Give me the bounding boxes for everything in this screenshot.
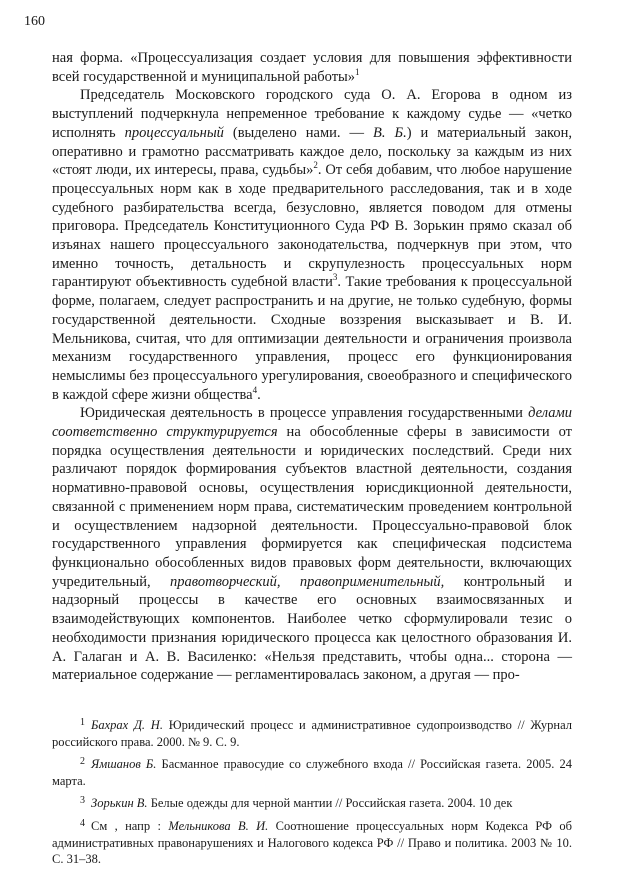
- text-run: . Такие требования к процессуальной форме, полагаем, следует распространить и на другие, не только судебную, формы государственной деятельности. Сходные воззрения высказывает и В. И. Мельникова, считая, что для оптимизации деятельности и ограничения произвола механизм государственного управления, процесс его функционирования немыслимы без процессуального урегулирования, своеобразного и специфического в каждой сфере жизни общества: [52, 274, 572, 403]
- footnote-ref: 3: [332, 272, 338, 283]
- text-run: делами соответственно структурируется: [52, 405, 572, 441]
- footnotes: [52, 715, 572, 872]
- text-run: процессуальный: [124, 124, 224, 141]
- page-number: 160: [24, 14, 45, 29]
- footnote-ref: 1: [355, 66, 360, 77]
- footnote: [52, 816, 572, 868]
- footnote-text: Басманное правосудие со служебного входа // Российская газета. 2005. 24 марта.: [52, 757, 572, 788]
- footnote-number: 1: [80, 717, 85, 728]
- paragraph: [52, 49, 572, 86]
- footnote-ref: 2: [313, 160, 318, 171]
- footnote: [52, 793, 572, 812]
- footnote-text: Белые одежды для черной мантии // Российская газета. 2004. 10 дек: [147, 796, 513, 811]
- footnote-author: Бахрах Д. Н.: [91, 718, 163, 732]
- text-run: .: [257, 386, 261, 403]
- text-run: ) и материальный закон, оперативно и грамотно рассматривать каждое дело, поскольку за каждым из них «стоят люди, их интересы, права, судьбы»: [52, 124, 572, 179]
- footnote-author: Мельникова В. И.: [168, 818, 269, 833]
- text-run: правотворческий, правоприменительный,: [170, 573, 445, 590]
- footnote-number: 2: [80, 756, 85, 768]
- footnote-number: 4: [80, 817, 85, 829]
- footnote: [52, 754, 572, 789]
- footnote-author: Зорькин В.: [91, 796, 148, 811]
- text-run: Юридическая деятельность в процессе управления государственными: [80, 405, 529, 422]
- text-run: контрольный и надзорный процессы в качестве его основных взаимосвязанных и взаимодействующих компонентов. Наиболее четко сформулировали тезис о необходимости признания юридического процесса как целостного образования И. А. Галаган и А. В. Василенко: «Нельзя представить, чтобы одна... сторона — материальное содержание — регламентировалась законом, а другая — про-: [52, 573, 572, 684]
- text-run: ная форма. «Процессуализация создает условия для повышения эффективности всей государственной и муниципальной работы»: [52, 50, 572, 85]
- text-run: В. Б.: [373, 124, 407, 141]
- text-run: (выделено нами. —: [223, 124, 374, 141]
- text-run: на обособленные сферы в зависимости от порядка осуществления деятельности и юридических последствий. Среди них различают порядок формирования субъектов властной деятельности, создания нормативно-правовой основы, осуществления юрисдикционной деятельности, связанной с применением норм права, систематическим проведением контрольной и осуществлением надзорной деятельности. Процессуально-правовой блок государственного управления формируется как специфическая подсистема функционально обособленных видов правовых форм деятельности, включающих учредительный,: [52, 424, 572, 590]
- body-text: [52, 49, 572, 685]
- paragraph: [52, 86, 572, 404]
- footnote-text: Соотношение процессуальных норм Кодекса РФ об административных правонарушениях и Налогового кодекса РФ // Право и политика. 2003 № 10. С. 31–38.: [52, 818, 573, 867]
- footnote-number: 3: [80, 795, 85, 807]
- paragraph: [52, 404, 572, 685]
- footnote-author: Ямшанов Б.: [91, 757, 157, 772]
- footnote-text: Юридический процесс и административное судопроизводство // Журнал российского права. 2000. № 9. С. 9.: [52, 718, 573, 749]
- footnote: [52, 715, 572, 750]
- text-run: . От себя добавим, что любое нарушение процессуальных норм как в ходе предварительного расследования, так и в ходе судебного разбирательства всегда, безусловно, является поводом для отмены приговора. Председатель Конституционного Суда РФ В. Зорькин прямо сказал об изъянах нашего процессуального законодательства, подчеркнув при этом, что именно точность, детальность и скрупулезность процессуальных норм гарантируют объективность судебной власти: [52, 162, 572, 291]
- footnote-prefix: См , напр :: [91, 818, 169, 833]
- text-run: Председатель Московского городского суда О. А. Егорова в одном из выступлений подчеркнула непременное требование к каждому судье — «четко исполнять: [52, 87, 572, 141]
- footnote-ref: 4: [252, 384, 258, 395]
